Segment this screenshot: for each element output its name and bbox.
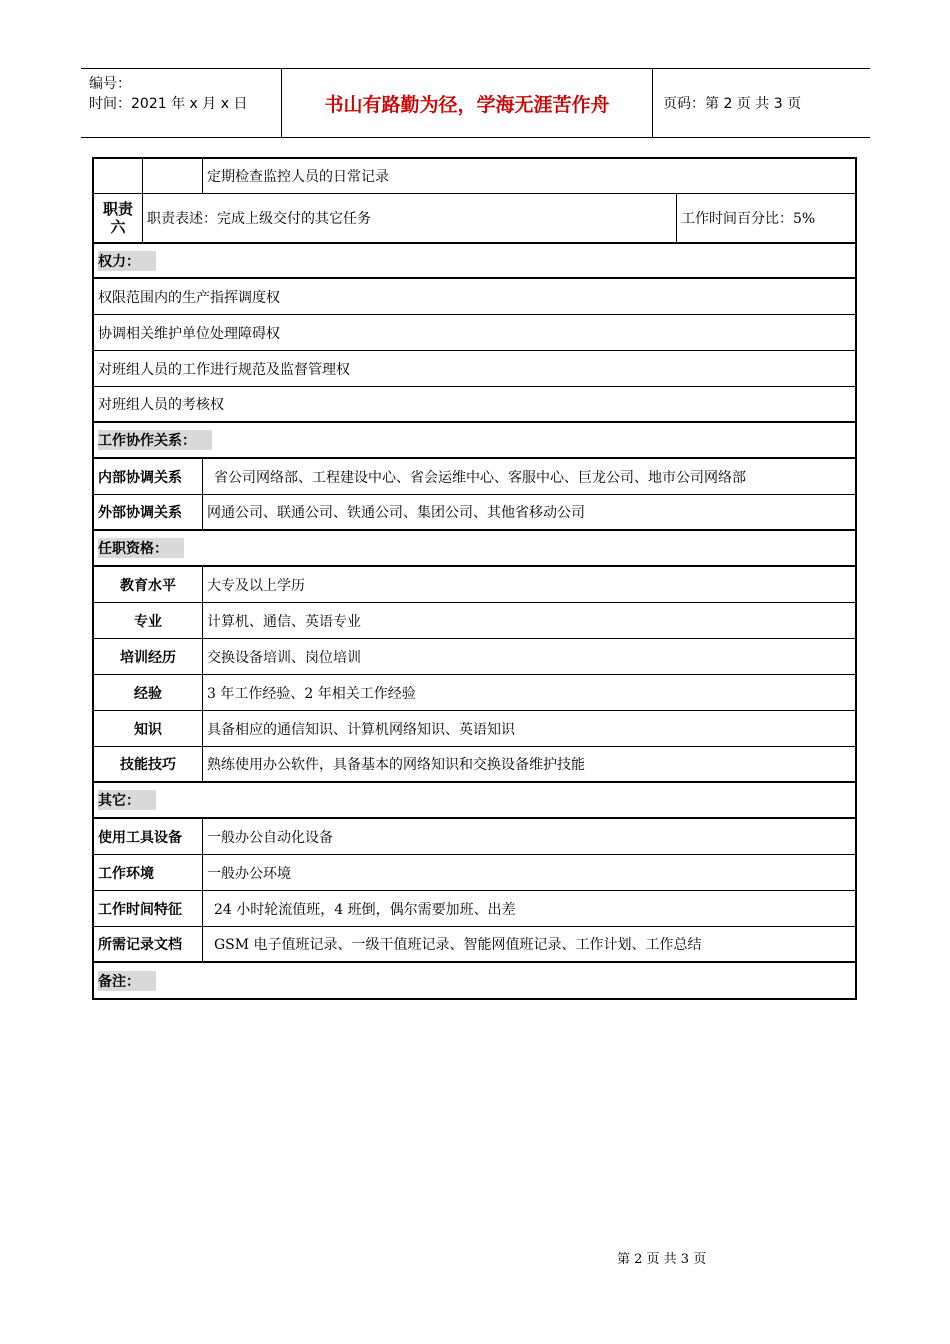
qualification-value: 计算机、通信、英语专业: [202, 603, 855, 638]
section-title: 权力：: [98, 251, 156, 271]
qualification-label: 教育水平: [120, 577, 176, 594]
table-row: [92, 157, 857, 194]
external-relations-value: 网通公司、联通公司、铁通公司、集团公司、其他省移动公司: [202, 495, 855, 529]
section-title: 任职资格：: [98, 538, 184, 558]
job-description-table: [92, 157, 857, 1000]
list-item: [92, 279, 857, 315]
section-header-qualification: [92, 531, 857, 567]
section-header-other: [92, 783, 857, 819]
page-footer: 第 2 页 共 3 页: [617, 1252, 707, 1267]
page-header: [81, 68, 870, 138]
header-meta: [81, 69, 282, 137]
table-row: [92, 459, 857, 495]
list-item: [92, 315, 857, 351]
other-value: 一般办公自动化设备: [202, 819, 855, 854]
header-page-info: 页码：第 2 页 共 3 页: [663, 96, 802, 112]
qualification-value: 交换设备培训、岗位培训: [202, 639, 855, 674]
qualification-value: 熟练使用办公软件，具备基本的网络知识和交换设备维护技能: [202, 747, 855, 781]
qualification-value: 大专及以上学历: [202, 567, 855, 602]
other-label: 所需记录文档: [98, 937, 182, 953]
section-header-remarks: [92, 963, 857, 1000]
table-row: [92, 711, 857, 747]
table-row: [92, 927, 857, 963]
other-value: 24 小时轮流值班，4 班倒，偶尔需要加班、出差: [202, 891, 855, 926]
table-row: [92, 603, 857, 639]
table-row: [92, 891, 857, 927]
table-row: [92, 855, 857, 891]
qualification-label: 培训经历: [120, 649, 176, 666]
duty-detail-text: 定期检查监控人员的日常记录: [202, 159, 855, 193]
section-title: 备注：: [98, 971, 156, 991]
duty-six-label: 职责六: [102, 200, 133, 236]
table-row: [92, 747, 857, 783]
other-label: 工作时间特征: [98, 901, 182, 918]
table-row: [92, 567, 857, 603]
section-header-power: [92, 244, 857, 279]
power-item: 协调相关维护单位处理障碍权: [98, 325, 280, 342]
table-row: [92, 194, 857, 244]
qualification-label: 专业: [134, 613, 162, 630]
qualification-value: 3 年工作经验、2 年相关工作经验: [202, 675, 855, 710]
section-title: 其它：: [98, 790, 156, 810]
section-header-relations: [92, 423, 857, 459]
table-row: [92, 495, 857, 531]
duty-six-description: 职责表述：完成上级交付的其它任务: [142, 194, 676, 242]
other-value: GSM 电子值班记录、一级干值班记录、智能网值班记录、工作计划、工作总结: [202, 927, 855, 961]
internal-relations-label: 内部协调关系: [98, 469, 182, 486]
other-label: 使用工具设备: [98, 829, 182, 846]
qualification-label: 经验: [134, 685, 162, 702]
other-value: 一般办公环境: [202, 855, 855, 890]
table-row: [92, 639, 857, 675]
external-relations-label: 外部协调关系: [98, 505, 182, 521]
qualification-label: 知识: [134, 721, 162, 738]
list-item: [92, 387, 857, 423]
list-item: [92, 351, 857, 387]
section-title: 工作协作关系：: [98, 430, 212, 450]
table-row: [92, 675, 857, 711]
qualification-label: 技能技巧: [120, 757, 176, 773]
power-item: 权限范围内的生产指挥调度权: [98, 289, 280, 306]
duty-six-percentage: 工作时间百分比：5%: [676, 194, 855, 242]
document-date: 时间：2021 年 x 月 x 日: [89, 96, 248, 112]
document-number-label: 编号：: [89, 76, 131, 92]
header-slogan: 书山有路勤为径，学海无涯苦作舟: [282, 69, 653, 137]
internal-relations-value: 省公司网络部、工程建设中心、省会运维中心、客服中心、巨龙公司、地市公司网络部: [202, 459, 855, 494]
power-item: 对班组人员的工作进行规范及监督管理权: [98, 361, 350, 378]
power-item: 对班组人员的考核权: [98, 397, 224, 413]
table-row: [92, 819, 857, 855]
qualification-value: 具备相应的通信知识、计算机网络知识、英语知识: [202, 711, 855, 746]
other-label: 工作环境: [98, 865, 154, 882]
